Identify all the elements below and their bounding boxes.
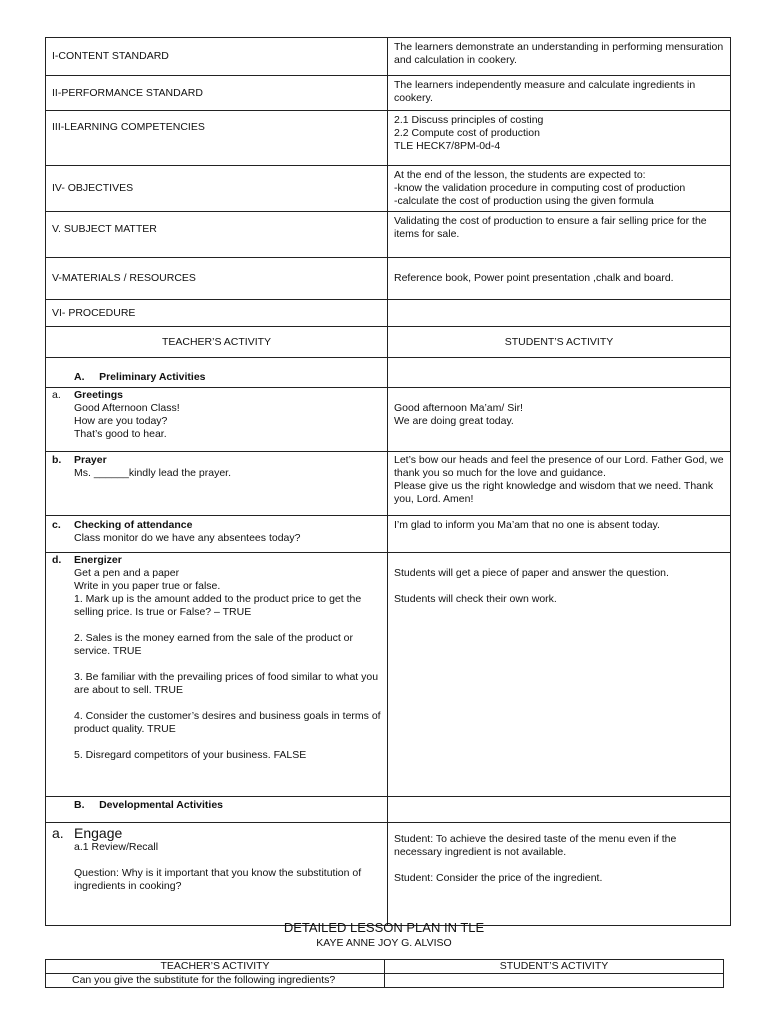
student-line: Good afternoon Ma’am/ Sir! — [394, 402, 523, 414]
engage-sub: a.1 Review/Recall — [74, 841, 159, 853]
student-line: Student: Consider the price of the ingredient. — [394, 872, 603, 884]
quiz-item: 4. Consider the customer’s desires and business goals in terms of product quality. TRUE — [74, 710, 381, 735]
teacher-activity-header: TEACHER’S ACTIVITY — [46, 327, 388, 358]
objective-line: -know the validation procedure in computing cost of production — [394, 182, 686, 194]
learning-competencies-value — [388, 111, 731, 166]
engage-row — [46, 823, 731, 926]
prayer-marker: b. — [52, 454, 62, 466]
content-standard-value: The learners demonstrate an understanding in performing mensuration and calculation in cookery. — [388, 38, 731, 76]
student-line: Please give us the right knowledge and wisdom that we need. Thank you, Lord. Amen! — [394, 480, 714, 505]
substitute-question: Can you give the substitute for the following ingredients? — [46, 974, 385, 988]
materials-value: Reference book, Power point presentation ,chalk and board. — [388, 258, 731, 300]
subject-matter-value: Validating the cost of production to ensure a fair selling price for the items for sale. — [388, 212, 731, 258]
competency-line: TLE HECK7/8PM-0d-4 — [394, 140, 501, 152]
quiz-item: 3. Be familiar with the prevailing prices of food similar to what you are about to sell. TRUE — [74, 671, 379, 696]
objectives-row — [46, 166, 731, 212]
objective-line: At the end of the lesson, the students are expected to: — [394, 169, 646, 181]
teacher-line: Ms. ______kindly lead the prayer. — [74, 467, 232, 479]
energizer-title: Energizer — [74, 554, 122, 566]
objective-line: -calculate the cost of production using the given formula — [394, 195, 654, 207]
objectives-label: IV- OBJECTIVES — [46, 166, 388, 212]
competency-line: 2.2 Compute cost of production — [394, 127, 540, 139]
lesson-plan-table — [45, 37, 731, 926]
developmental-title: Developmental Activities — [99, 799, 223, 811]
quiz-item: 1. Mark up is the amount added to the product price to get the selling price. Is true or False? – TRUE — [74, 593, 362, 618]
prayer-row — [46, 452, 731, 516]
student-line: Student: To achieve the desired taste of the menu even if the necessary ingredient is not available. — [394, 833, 677, 858]
energizer-teacher — [46, 553, 388, 797]
engage-title: Engage — [74, 825, 123, 841]
engage-question: Question: Why is it important that you know the substitution of ingredients in cooking? — [74, 867, 362, 892]
greetings-title: Greetings — [74, 389, 124, 401]
continuation-table — [45, 959, 724, 988]
document-title: DETAILED LESSON PLAN IN TLE — [283, 920, 485, 935]
energizer-marker: d. — [52, 554, 62, 566]
activity-header-row — [46, 327, 731, 358]
preliminary-marker: A. — [74, 371, 85, 383]
preliminary-row — [46, 358, 731, 388]
prayer-teacher — [46, 452, 388, 516]
greetings-row — [46, 388, 731, 452]
greetings-marker: a. — [52, 389, 61, 401]
performance-standard-label: II-PERFORMANCE STANDARD — [46, 76, 388, 111]
energizer-student — [388, 553, 731, 797]
attendance-student: I’m glad to inform you Ma’am that no one is absent today. — [388, 516, 731, 553]
materials-row — [46, 258, 731, 300]
document-author: KAYE ANNE JOY G. ALVISO — [316, 937, 452, 949]
competency-line: 2.1 Discuss principles of costing — [394, 114, 544, 126]
subject-matter-row — [46, 212, 731, 258]
attendance-marker: c. — [52, 519, 61, 531]
engage-marker: a. — [52, 825, 64, 841]
content-standard-label: I-CONTENT STANDARD — [46, 38, 388, 76]
student-activity-header: STUDENT’S ACTIVITY — [385, 960, 724, 974]
teacher-line: Good Afternoon Class! — [74, 402, 180, 414]
prayer-student — [388, 452, 731, 516]
teacher-line: Get a pen and a paper — [74, 567, 180, 579]
student-line: We are doing great today. — [394, 415, 514, 427]
student-line: Students will check their own work. — [394, 593, 557, 605]
subject-matter-label: V. SUBJECT MATTER — [46, 212, 388, 258]
developmental-marker: B. — [74, 799, 85, 811]
attendance-teacher — [46, 516, 388, 553]
materials-label: V-MATERIALS / RESOURCES — [46, 258, 388, 300]
content-standard-row — [46, 38, 731, 76]
teacher-line: Write in you paper true or false. — [74, 580, 221, 592]
energizer-row — [46, 553, 731, 797]
teacher-line: How are you today? — [74, 415, 168, 427]
student-line: Let’s bow our heads and feel the presence of our Lord. Father God, we thank you so much for the love and guidance. — [394, 454, 724, 479]
teacher-activity-header: TEACHER’S ACTIVITY — [46, 960, 385, 974]
developmental-row — [46, 797, 731, 823]
prayer-title: Prayer — [74, 454, 107, 466]
teacher-line: Class monitor do we have any absentees today? — [74, 532, 301, 544]
procedure-label: VI- PROCEDURE — [46, 300, 388, 327]
engage-teacher — [46, 823, 388, 926]
objectives-value — [388, 166, 731, 212]
attendance-title: Checking of attendance — [74, 519, 193, 531]
quiz-item: 2. Sales is the money earned from the sale of the product or service. TRUE — [74, 632, 353, 657]
greetings-teacher — [46, 388, 388, 452]
performance-standard-value: The learners independently measure and calculate ingredients in cookery. — [388, 76, 731, 111]
learning-competencies-label: III-LEARNING COMPETENCIES — [46, 111, 388, 166]
preliminary-title: Preliminary Activities — [99, 371, 206, 383]
attendance-row — [46, 516, 731, 553]
engage-student — [388, 823, 731, 926]
learning-competencies-row — [46, 111, 731, 166]
procedure-row — [46, 300, 731, 327]
quiz-item: 5. Disregard competitors of your business. FALSE — [74, 749, 307, 761]
teacher-line: That’s good to hear. — [74, 428, 167, 440]
student-line: Students will get a piece of paper and answer the question. — [394, 567, 669, 579]
student-activity-header: STUDENT’S ACTIVITY — [388, 327, 731, 358]
performance-standard-row — [46, 76, 731, 111]
greetings-student — [388, 388, 731, 452]
